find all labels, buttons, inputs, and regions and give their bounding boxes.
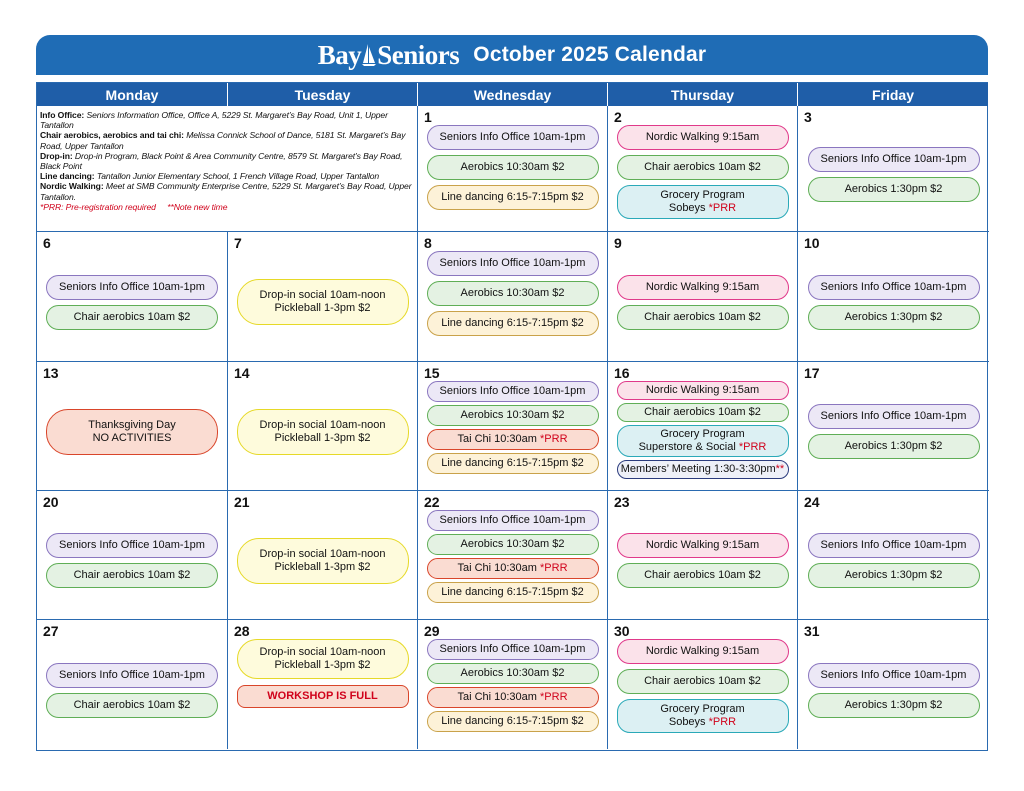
event-list xyxy=(804,510,983,617)
event-tai-chi: Tai Chi 10:30am *PRR xyxy=(427,429,599,450)
workshop-full-notice: WORKSHOP IS FULL xyxy=(237,685,409,708)
date-number: 10 xyxy=(804,235,820,251)
event-list xyxy=(614,639,791,747)
day-cell-oct-6 xyxy=(37,232,228,362)
date-number: 20 xyxy=(43,494,59,510)
date-number: 23 xyxy=(614,494,630,510)
event-seniors-info-office: Seniors Info Office 10am-1pm xyxy=(46,663,218,688)
day-cell-oct-8 xyxy=(418,232,608,362)
event-seniors-info-office: Seniors Info Office 10am-1pm xyxy=(46,533,218,558)
event-list xyxy=(804,639,983,747)
event-dropin-pickleball: Drop-in social 10am-noon Pickleball 1-3pm $2 xyxy=(237,409,409,455)
day-cell-oct-21 xyxy=(228,491,418,620)
event-list xyxy=(614,125,791,229)
event-grocery-program: Grocery Program Superstore & Social *PRR xyxy=(617,425,789,457)
day-cell-oct-17 xyxy=(798,362,989,491)
sailboat-icon xyxy=(362,43,376,67)
event-list xyxy=(804,381,983,488)
calendar-banner xyxy=(36,35,988,75)
event-list xyxy=(234,251,411,359)
logo-text-seniors: Seniors xyxy=(377,39,460,70)
event-list xyxy=(234,639,411,747)
date-number: 13 xyxy=(43,365,59,381)
info-dropin-line: Drop-in: Drop-in Program, Black Point & Area Community Centre, 8579 St. Margaret’s Bay Road, Black Point xyxy=(40,150,403,172)
date-number: 21 xyxy=(234,494,250,510)
event-nordic-walking: Nordic Walking 9:15am xyxy=(617,639,789,664)
event-seniors-info-office: Seniors Info Office 10am-1pm xyxy=(427,510,599,531)
date-number: 30 xyxy=(614,623,630,639)
event-list xyxy=(43,639,221,747)
info-office-line: Info Office: Seniors Information Office, Office A, 5229 St. Margaret’s Bay Road, Unit 1, Upper Tantallon xyxy=(40,110,388,131)
event-aerobics: Aerobics 10:30am $2 xyxy=(427,534,599,555)
event-aerobics: Aerobics 1:30pm $2 xyxy=(808,305,980,330)
day-cell-oct-23 xyxy=(608,491,798,620)
event-line-dancing: Line dancing 6:15-7:15pm $2 xyxy=(427,185,599,210)
event-list xyxy=(43,381,221,488)
event-seniors-info-office: Seniors Info Office 10am-1pm xyxy=(427,251,599,276)
event-nordic-walking: Nordic Walking 9:15am xyxy=(617,381,789,400)
event-aerobics: Aerobics 1:30pm $2 xyxy=(808,434,980,459)
event-line-dancing: Line dancing 6:15-7:15pm $2 xyxy=(427,311,599,336)
event-list xyxy=(43,510,221,617)
day-cell-oct-7 xyxy=(228,232,418,362)
event-members-meeting: Members’ Meeting 1:30-3:30pm** xyxy=(617,460,789,479)
date-number: 9 xyxy=(614,235,622,251)
day-cell-oct-15 xyxy=(418,362,608,491)
event-aerobics: Aerobics 10:30am $2 xyxy=(427,281,599,306)
date-number: 22 xyxy=(424,494,440,510)
day-cell-oct-16 xyxy=(608,362,798,491)
day-cell-oct-24 xyxy=(798,491,989,620)
event-aerobics: Aerobics 1:30pm $2 xyxy=(808,177,980,202)
event-list xyxy=(234,381,411,488)
date-number: 24 xyxy=(804,494,820,510)
event-grocery-program: Grocery Program Sobeys *PRR xyxy=(617,699,789,733)
day-cell-oct-31 xyxy=(798,620,989,749)
event-chair-aerobics: Chair aerobics 10am $2 xyxy=(617,669,789,694)
day-header-tuesday: Tuesday xyxy=(228,83,418,106)
event-nordic-walking: Nordic Walking 9:15am xyxy=(617,275,789,300)
day-cell-oct-20 xyxy=(37,491,228,620)
event-dropin-pickleball: Drop-in social 10am-noon Pickleball 1-3pm $2 xyxy=(237,279,409,325)
event-list xyxy=(234,510,411,617)
info-chair-line: Chair aerobics, aerobics and tai chi: Melissa Connick School of Dance, 5181 St. Margaret’s Bay Road, Upper Tantallon xyxy=(40,130,406,151)
event-list xyxy=(614,381,791,488)
event-seniors-info-office: Seniors Info Office 10am-1pm xyxy=(808,663,980,688)
event-list xyxy=(424,125,601,229)
event-thanksgiving: Thanksgiving Day NO ACTIVITIES xyxy=(46,409,218,455)
day-cell-oct-13 xyxy=(37,362,228,491)
event-chair-aerobics: Chair aerobics 10am $2 xyxy=(46,563,218,588)
bay-seniors-logo xyxy=(318,40,460,71)
date-number: 7 xyxy=(234,235,242,251)
calendar-title: October 2025 Calendar xyxy=(473,43,707,66)
date-number: 8 xyxy=(424,235,432,251)
event-list xyxy=(804,125,983,229)
event-aerobics: Aerobics 10:30am $2 xyxy=(427,405,599,426)
event-grocery-program: Grocery Program Sobeys *PRR xyxy=(617,185,789,219)
location-info xyxy=(37,106,418,232)
event-seniors-info-office: Seniors Info Office 10am-1pm xyxy=(808,404,980,429)
event-chair-aerobics: Chair aerobics 10am $2 xyxy=(617,403,789,422)
event-list xyxy=(43,251,221,359)
event-aerobics: Aerobics 10:30am $2 xyxy=(427,155,599,180)
event-aerobics: Aerobics 1:30pm $2 xyxy=(808,693,980,718)
date-number: 14 xyxy=(234,365,250,381)
date-number: 31 xyxy=(804,623,820,639)
info-nordic-line: Nordic Walking: Meet at SMB Community Enterprise Centre, 5229 St. Margaret’s Bay Road, Upper Tantallon. xyxy=(40,181,412,202)
event-list xyxy=(424,251,601,359)
event-list xyxy=(424,639,601,747)
event-list xyxy=(614,510,791,617)
event-seniors-info-office: Seniors Info Office 10am-1pm xyxy=(808,147,980,172)
day-header-monday: Monday xyxy=(37,83,228,106)
day-cell-oct-2 xyxy=(608,106,798,232)
event-dropin-pickleball: Drop-in social 10am-noon Pickleball 1-3pm $2 xyxy=(237,639,409,679)
event-aerobics: Aerobics 10:30am $2 xyxy=(427,663,599,684)
event-tai-chi: Tai Chi 10:30am *PRR xyxy=(427,687,599,708)
date-number: 15 xyxy=(424,365,440,381)
day-cell-oct-27 xyxy=(37,620,228,749)
day-header-thursday: Thursday xyxy=(608,83,798,106)
event-seniors-info-office: Seniors Info Office 10am-1pm xyxy=(808,533,980,558)
event-seniors-info-office: Seniors Info Office 10am-1pm xyxy=(808,275,980,300)
day-cell-oct-28 xyxy=(228,620,418,749)
event-line-dancing: Line dancing 6:15-7:15pm $2 xyxy=(427,711,599,732)
event-seniors-info-office: Seniors Info Office 10am-1pm xyxy=(427,381,599,402)
day-cell-oct-14 xyxy=(228,362,418,491)
info-line-dancing-line: Line dancing: Tantallon Junior Elementary School, 1 French Village Road, Upper Tantallon xyxy=(40,171,380,182)
date-number: 16 xyxy=(614,365,630,381)
event-chair-aerobics: Chair aerobics 10am $2 xyxy=(617,155,789,180)
event-list xyxy=(614,251,791,359)
event-list xyxy=(424,510,601,617)
date-number: 28 xyxy=(234,623,250,639)
event-line-dancing: Line dancing 6:15-7:15pm $2 xyxy=(427,453,599,474)
event-seniors-info-office: Seniors Info Office 10am-1pm xyxy=(46,275,218,300)
event-dropin-pickleball: Drop-in social 10am-noon Pickleball 1-3pm $2 xyxy=(237,538,409,584)
logo-text-bay: Bay xyxy=(317,39,362,70)
day-cell-oct-10 xyxy=(798,232,989,362)
event-list xyxy=(424,381,601,488)
day-cell-oct-9 xyxy=(608,232,798,362)
date-number: 17 xyxy=(804,365,820,381)
day-cell-oct-22 xyxy=(418,491,608,620)
date-number: 6 xyxy=(43,235,51,251)
date-number: 1 xyxy=(424,109,432,125)
event-chair-aerobics: Chair aerobics 10am $2 xyxy=(617,305,789,330)
info-notes: *PRR: Pre-registration required **Note new time xyxy=(40,201,228,212)
event-aerobics: Aerobics 1:30pm $2 xyxy=(808,563,980,588)
day-cell-oct-29 xyxy=(418,620,608,749)
event-chair-aerobics: Chair aerobics 10am $2 xyxy=(46,305,218,330)
event-nordic-walking: Nordic Walking 9:15am xyxy=(617,533,789,558)
event-list xyxy=(804,251,983,359)
event-seniors-info-office: Seniors Info Office 10am-1pm xyxy=(427,125,599,150)
day-header-wednesday: Wednesday xyxy=(418,83,608,106)
event-chair-aerobics: Chair aerobics 10am $2 xyxy=(617,563,789,588)
event-line-dancing: Line dancing 6:15-7:15pm $2 xyxy=(427,582,599,603)
day-cell-oct-3 xyxy=(798,106,989,232)
day-cell-oct-30 xyxy=(608,620,798,749)
event-nordic-walking: Nordic Walking 9:15am xyxy=(617,125,789,150)
event-seniors-info-office: Seniors Info Office 10am-1pm xyxy=(427,639,599,660)
date-number: 29 xyxy=(424,623,440,639)
date-number: 27 xyxy=(43,623,59,639)
day-header-friday: Friday xyxy=(798,83,989,106)
event-chair-aerobics: Chair aerobics 10am $2 xyxy=(46,693,218,718)
date-number: 3 xyxy=(804,109,812,125)
day-cell-oct-1 xyxy=(418,106,608,232)
calendar-grid xyxy=(36,82,988,751)
date-number: 2 xyxy=(614,109,622,125)
event-tai-chi: Tai Chi 10:30am *PRR xyxy=(427,558,599,579)
